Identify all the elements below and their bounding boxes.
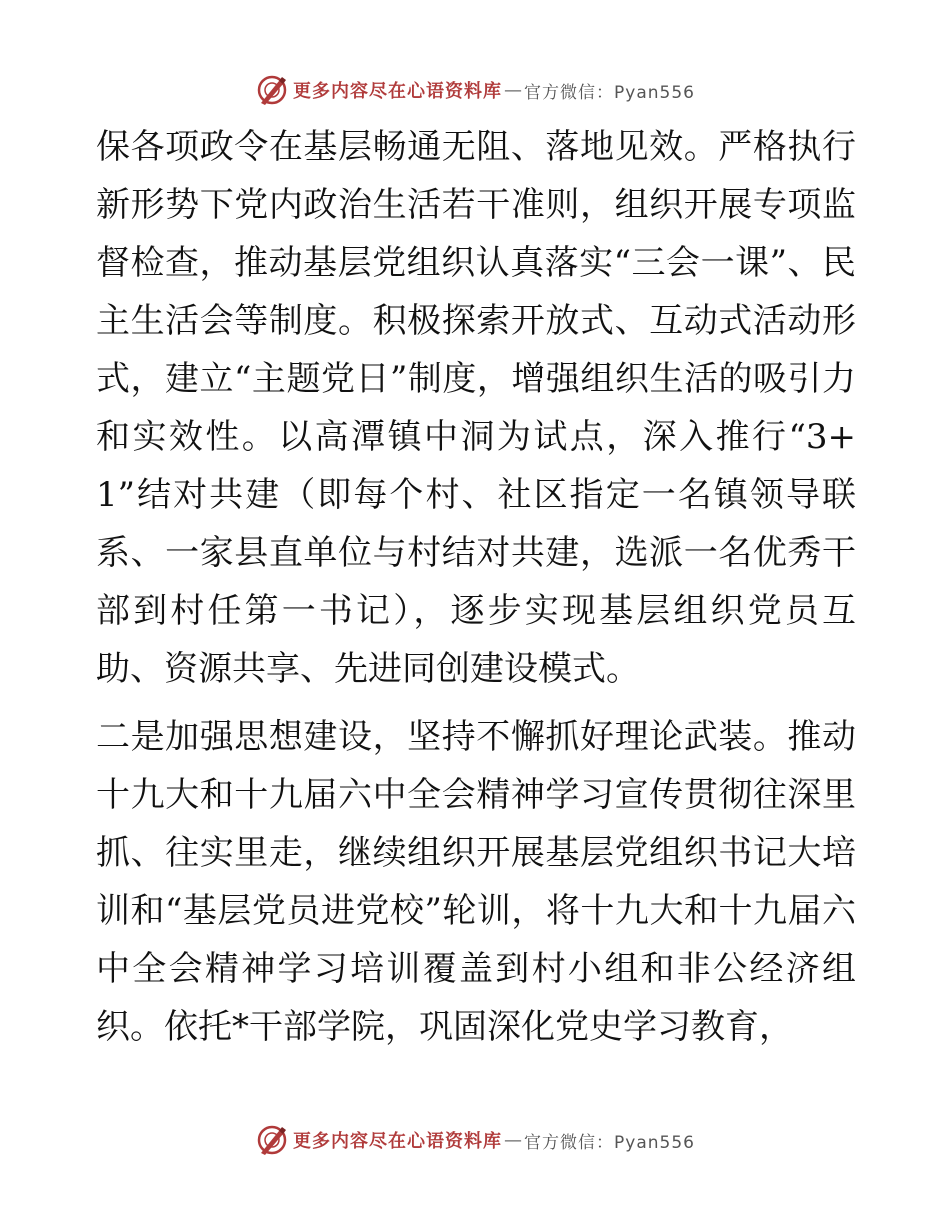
- banner-main-text: 更多内容尽在心语资料库: [293, 1131, 503, 1152]
- header-banner: [0, 70, 950, 110]
- pen-circle-logo-icon: [255, 73, 289, 107]
- footer-banner: [0, 1120, 950, 1160]
- pen-circle-logo-icon: [255, 1123, 289, 1157]
- banner-main-text: 更多内容尽在心语资料库: [293, 81, 503, 102]
- banner-separator: —: [504, 1129, 523, 1151]
- banner-contact-text: 官方微信：Pyan556: [524, 1132, 695, 1153]
- body-paragraph-2: 二是加强思想建设，坚持不懈抓好理论武装。推动十九大和十九届六中全会精神学习宣传贯彻往深里抓、往实里走，继续组织开展基层党组织书记大培训和“基层党员进党校”轮训，将十九大和十九届六中全会精神学习培训覆盖到村小组和非公经济组织。依托*干部学院，巩固深化党史学习教育，: [96, 717, 856, 1047]
- banner-separator: —: [504, 79, 523, 101]
- body-paragraph-1: 保各项政令在基层畅通无阻、落地见效。严格执行新形势下党内政治生活若干准则，组织开展专项监督检查，推动基层党组织认真落实“三会一课”、民主生活会等制度。积极探索开放式、互动式活动形式，建立“主题党日”制度，增强组织生活的吸引力和实效性。以高潭镇中洞为试点，深入推行“3+1”结对共建（即每个村、社区指定一名镇领导联系、一家县直单位与村结对共建，选派一名优秀干部到村任第一书记），逐步实现基层组织党员互助、资源共享、先进同创建设模式。: [96, 127, 856, 689]
- banner-contact-text: 官方微信：Pyan556: [524, 82, 695, 103]
- document-body: [96, 118, 856, 1056]
